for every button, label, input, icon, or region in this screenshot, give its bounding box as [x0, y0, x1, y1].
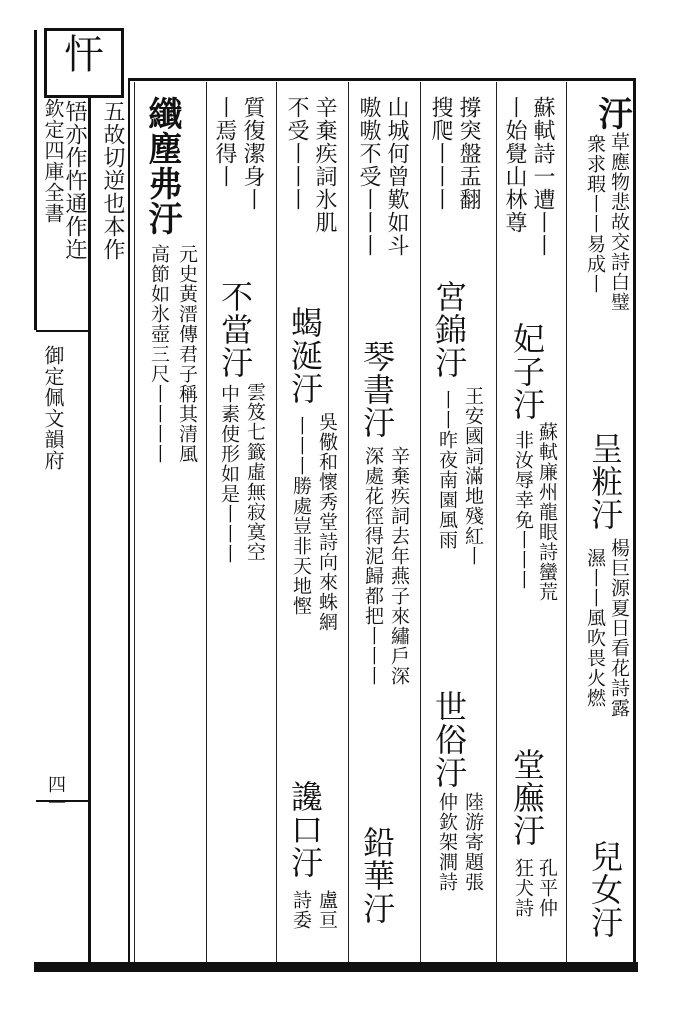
quote-line: 搜爬丨丨丨: [428, 96, 453, 211]
gloss-line: 五故切逆也本作: [100, 100, 125, 261]
margin-right-rule: [88, 30, 91, 970]
quote-line: 衆求瑕丨丨易成丨: [584, 134, 606, 294]
quote-line: 蘇軾廉州龍眼詩蠻荒: [536, 422, 558, 602]
quote-line: 丨丨丨勝處豈非天地慳: [290, 416, 312, 616]
quote-line: 辛棄疾詞氷肌: [312, 96, 337, 234]
column-rule: [348, 82, 349, 962]
margin-left-rule: [34, 30, 37, 330]
column-rule: [134, 82, 135, 962]
column-rule: [276, 82, 277, 962]
column-rule: [206, 82, 207, 962]
quote-line: 雲笈七籤虛無寂寞空: [244, 382, 266, 562]
quote-line: 中素使形如是丨丨丨: [218, 384, 240, 564]
quote-line: 丨始覺山林尊: [502, 96, 527, 234]
entry-head: 讒口汙: [286, 780, 324, 879]
entry-head: 世俗汙: [430, 690, 468, 789]
quote-line: 元史黃溍傳君子稱其清風: [176, 244, 198, 464]
entry-head: 鉛華汙: [358, 826, 396, 925]
collection-name: 御定佩文韻府: [41, 345, 65, 471]
gloss-line: 啎亦作忤通作迕: [62, 100, 87, 261]
rhyme-tab-char: 忓: [64, 32, 104, 78]
quote-line: 陸游寄題張: [462, 792, 484, 892]
entry-head: 不當汙: [216, 280, 254, 379]
entry-head-large: 纖塵弗汙: [142, 96, 182, 236]
page-number: 四一: [45, 775, 66, 813]
quote-line: 質復潔身丨: [240, 96, 265, 211]
quote-line: 草應物悲故交詩白璧: [608, 132, 630, 312]
quote-line: 楊巨源夏日看花詩露: [608, 538, 630, 718]
quote-line: 蘇軾詩一遭丨丨: [530, 96, 555, 257]
column-rule: [496, 82, 497, 962]
quote-line: 濕丨丨風吹畏火燃: [584, 548, 606, 708]
quote-line: 山城何曾歎如斗: [384, 96, 409, 257]
entry-head: 堂廡汙: [508, 748, 546, 847]
column-rule: [566, 82, 567, 962]
quote-line: 高節如氷壺三尺丨丨丨丨: [148, 244, 170, 464]
entry-head: 呈粧汙: [586, 432, 624, 531]
quote-line: 王安國詞滿地殘紅丨: [462, 386, 484, 566]
entry-head: 宮錦汙: [430, 280, 468, 379]
book-title: 欽定四庫全書: [41, 98, 65, 224]
quote-line: 嗷嗷不受丨丨丨: [356, 96, 381, 257]
quote-line: 盧亘: [316, 890, 338, 930]
entry-head: 妃子汙: [508, 322, 546, 421]
quote-line: 仲欽架澗詩: [436, 792, 458, 892]
entry-head: 蝎涎汙: [286, 306, 324, 405]
column-rule: [420, 82, 421, 962]
quote-line: 辛棄疾詞去年燕子來繡戶深: [388, 446, 410, 686]
quote-line: 丨丨昨夜南園風雨: [436, 390, 458, 550]
quote-line: 非汝辱幸免丨丨丨: [512, 430, 534, 590]
quote-line: 撐突盤盂翻: [456, 96, 481, 211]
quote-line: 詩委: [290, 890, 312, 930]
quote-line: 不受丨丨丨: [284, 96, 309, 211]
quote-line: 深處花徑得泥歸都把丨丨丨: [362, 446, 384, 686]
entry-head: 琴書汙: [358, 340, 396, 439]
margin-divider: [36, 330, 90, 332]
entry-head: 兒女汙: [586, 840, 624, 939]
quote-line: 丨焉得丨: [212, 96, 237, 188]
entry-head-wu: 汙: [592, 96, 632, 131]
quote-line: 吳儆和懷秀堂詩向來蛛網: [316, 412, 338, 632]
quote-line: 狂犬詩: [512, 858, 534, 918]
quote-line: 孔平仲: [536, 858, 558, 918]
